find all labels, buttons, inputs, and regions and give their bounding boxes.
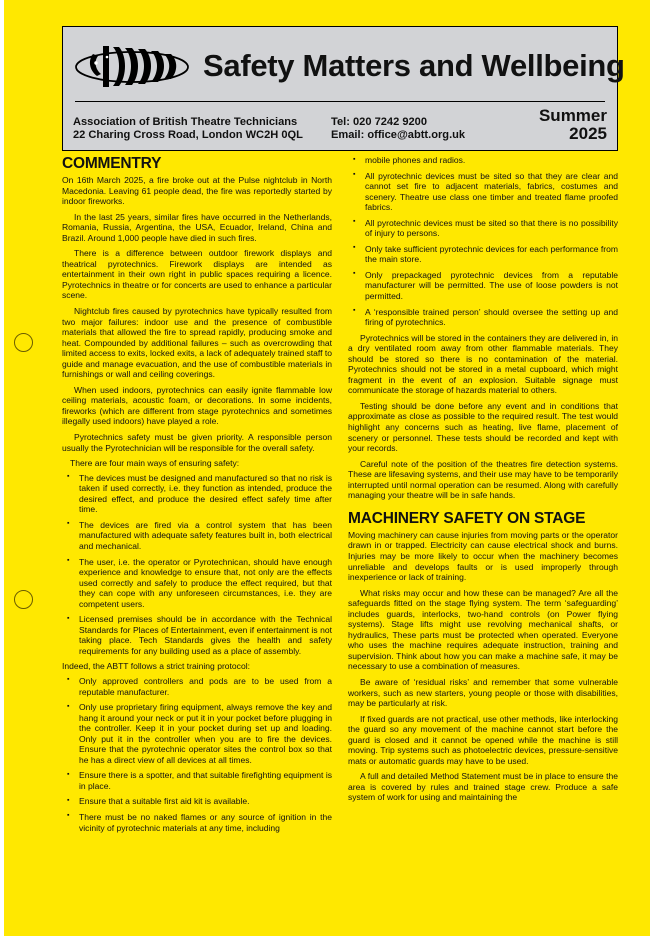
list-item: ▪ The devices must be designed and manufactured so that no risk is taken if used correctly, i.e. they function as intended, produce the desired effect, and produce the desired effect safely time after time. bbox=[62, 473, 332, 515]
paragraph: Pyrotechnics safety must be given priority. A responsible person usually the Pyrotechnician will be responsible for the overall safety. bbox=[62, 432, 332, 453]
abtt-chevron-logo bbox=[73, 39, 193, 91]
pyrotechnic-siting-list bbox=[348, 155, 618, 328]
list-lead-in: Indeed, the ABTT follows a strict training protocol: bbox=[62, 661, 250, 672]
paragraph: What risks may occur and how these can be managed? Are all the safeguards fitted on the stage flying system. The term ‘safeguarding’ includes guards, interlocks, two-hand controls (on Power flying systems). Stage lifts might use revolving mechanical shafts, or hydraulics, These parts must be protected when operated. Everyone who uses the machine requires adequate instruction, training and supervision. Think about how you can make a machine safe, it may be necessary to use a combination of measures. bbox=[348, 587, 618, 672]
paragraph: If fixed guards are not practical, use other methods, like interlocking the guard so any movement of the machine cannot start before the guard is closed and it cannot be opened while the machine is still moving. Trip systems such as photoelectric devices, pressure-sensitive mats or automatic guards may have to be used. bbox=[348, 713, 618, 766]
paragraph: There is a difference between outdoor firework displays and theatrical pyrotechnics. Firework displays are intended as entertainment in their own right in public spaces requiring a licence. Pyrotechnics in theatre or for concerts are used to enhance a particular scene. bbox=[62, 248, 332, 301]
paragraph: Pyrotechnics will be stored in the containers they are delivered in, in a dry ventilated room away from other flammable materials. They should be stored so there is no contamination of the material. Pyrotechnics should not be stored in a metal cupboard, which might fragment in the event of an explosion. Suitable signage must communicate the storage of hazards material to others. bbox=[348, 332, 618, 396]
punch-hole-bottom bbox=[14, 590, 33, 609]
list-item: ▪ Licensed premises should be in accordance with the Technical Standards for Places of Entertainment, even if entertainment is not taking place. Tech Standards gives the health and safety requirements for any building used as a place of assembly. bbox=[62, 614, 332, 656]
punch-hole-top bbox=[14, 333, 33, 352]
article-columns bbox=[62, 155, 618, 930]
list-item: ▪ Only approved controllers and pods are to be used from a reputable manufacturer. bbox=[62, 676, 332, 697]
list-item: ▪ The devices are fired via a control system that has been manufactured with adequate safety features built in, both electrical and mechanical. bbox=[62, 520, 332, 552]
paragraph: On 16th March 2025, a fire broke out at the Pulse nightclub in North Macedonia. Leaving 61 people dead, the fire was reportedly started by indoor fireworks. bbox=[62, 175, 332, 207]
list-item: ▪ Only prepackaged pyrotechnic devices from a reputable manufacturer will be permitted. The use of loose powders is not permitted. bbox=[348, 270, 618, 302]
list-item: ▪ Only take sufficient pyrotechnic devices for each performance from the main store. bbox=[348, 244, 618, 265]
list-item: ▪ A ‘responsible trained person’ should oversee the setting up and firing of pyrotechnics. bbox=[348, 307, 618, 328]
list-item: ▪ All pyrotechnic devices must be sited so that they are clear and cannot set fire to adjacent materials, fabrics, costumes and scenery. Theatre use class one timber and treated flame proofed fabrics. bbox=[348, 171, 618, 213]
list-lead-in: There are four main ways of ensuring safety: bbox=[70, 458, 240, 469]
paragraph: A full and detailed Method Statement must be in place to ensure the area is covered by rules and trained stage crew. Produce a safe system of work for using and maintaining the bbox=[348, 771, 618, 803]
issue-date: Summer 2025 bbox=[538, 106, 607, 143]
page-edge-strip bbox=[0, 0, 4, 936]
continued-line: ▪ mobile phones and radios. bbox=[348, 155, 618, 166]
organisation-address: 22 Charing Cross Road, London WC2H 0QL bbox=[73, 129, 303, 142]
list-item: ▪ There must be no naked flames or any source of ignition in the vicinity of pyrotechnic materials at any time, including bbox=[62, 812, 332, 833]
masthead-divider bbox=[75, 101, 605, 102]
commentary-heading: COMMENTRY bbox=[62, 155, 162, 172]
machinery-safety-heading: MACHINERY SAFETY ON STAGE bbox=[348, 509, 586, 527]
masthead-title-row bbox=[73, 33, 625, 97]
paragraph: Careful note of the position of the theatres fire detection systems. These are lifesaving systems, and their use may have to be temporarily interrupted until normal operation can be resumed. Along with carefully managing your theatre will be in safe hands. bbox=[348, 458, 618, 501]
organisation-address-block bbox=[73, 116, 331, 143]
paragraph: Nightclub fires caused by pyrotechnics have typically resulted from two major failures: indoor use and the presence of combustible materials that allowed the fire to spread rapidly, producing smoke and heat. Compounded by additional failures – such as overcrowding that limited access to exits, locked exits, a lack of adequately trained staff to guide and manage evacuation, and the use of combustible materials in furnishings or wall and ceiling coverings. bbox=[62, 306, 332, 380]
organisation-name: Association of British Theatre Technicians bbox=[73, 115, 298, 128]
training-protocol-list bbox=[62, 676, 332, 833]
paragraph: In the last 25 years, similar fires have occurred in the Netherlands, Romania, Russia, Argentina, the USA, Ecuador, Ireland, China and Brazil. Around 1,000 people have died in such fires. bbox=[62, 211, 332, 243]
telephone: Tel: 020 7242 9200 bbox=[331, 115, 428, 128]
email[interactable]: Email: office@abtt.org.uk bbox=[331, 129, 466, 142]
paragraph: Moving machinery can cause injuries from moving parts or the operator drawn in or trapped. Electricity can cause electrical shock and burns. Injuries may be more likely to occur when the machinery becomes unreliable and develops faults or is used improperly through inexperience or lack of training. bbox=[348, 529, 618, 583]
paragraph: Be aware of ‘residual risks’ and remember that some vulnerable workers, such as new starters, young people or those with disabilities, may be particularly at risk. bbox=[348, 676, 618, 709]
list-item: ▪ Only use proprietary firing equipment, always remove the key and hang it around your neck or put it in your pocket before plugging in the controller. Keep it in your pocket during set up and loading. Only put it in the controller when you are to fire the devices. Ensure that the pyrotechnic operator sites the control box so that he has a direct view of all devices at all times. bbox=[62, 702, 332, 765]
organisation-contact-block bbox=[331, 116, 501, 143]
paragraph: Testing should be done before any event and in conditions that approximate as close as possible to the required result. The test would highlight any concerns such as heating, live flame, placement of scenery or personnel. These tests should be recorded and kept with your records. bbox=[348, 400, 618, 454]
list-item: ▪ The user, i.e. the operator or Pyrotechnican, should have enough experience and knowledge to ensure that, not only are the effects used correctly and safely to produce the effect required, but that they can cope with any unforeseen circumstances, i.e. they are competent users. bbox=[62, 557, 332, 610]
left-column bbox=[62, 155, 332, 930]
publication-title: Safety Matters and Wellbeing bbox=[203, 47, 625, 83]
list-item: ▪ Ensure that a suitable first aid kit is available. bbox=[62, 796, 332, 807]
right-column bbox=[348, 155, 618, 930]
masthead bbox=[62, 26, 625, 151]
paragraph: When used indoors, pyrotechnics can easily ignite flammable low ceiling materials, acoustic foam, or decorations. In some incidents, fireworks (which are different from stage pyrotechnics and sometimes illegally used indoors) have played a role. bbox=[62, 384, 332, 427]
list-item: ▪ Ensure there is a spotter, and that suitable firefighting equipment is in place. bbox=[62, 770, 332, 791]
safety-ways-list bbox=[62, 473, 332, 657]
masthead-contact-row bbox=[73, 107, 607, 143]
list-item: ▪ All pyrotechnic devices must be sited so that there is no possibility of injury to persons. bbox=[348, 218, 618, 239]
